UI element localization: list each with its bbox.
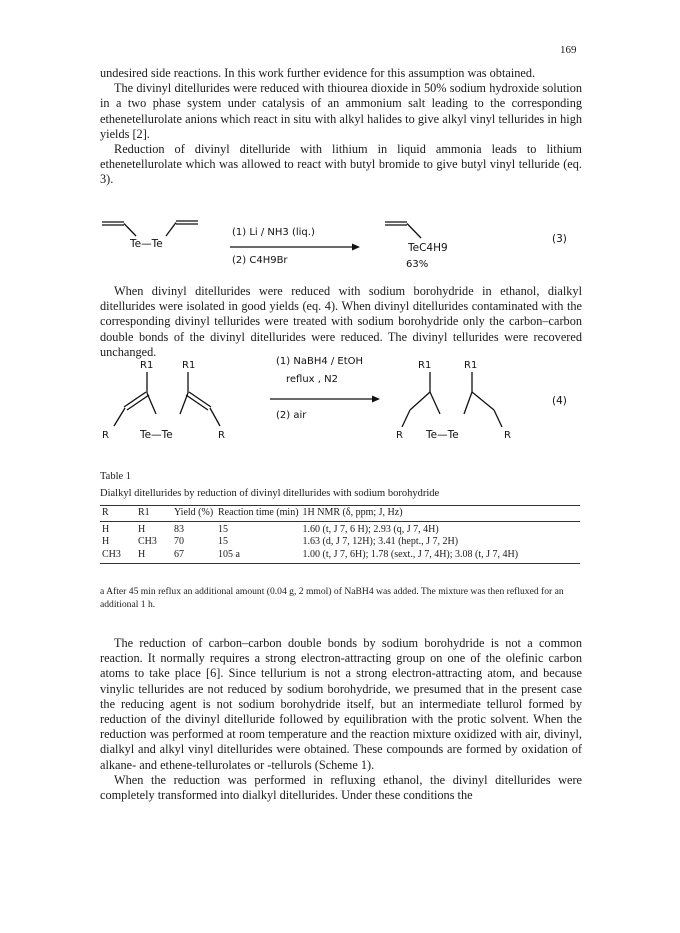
cell: 1.63 (d, J 7, 12H); 3.41 (hept., J 7, 2H) — [302, 536, 459, 547]
cell: H — [102, 536, 110, 547]
product-label: TeC4H9 — [408, 242, 448, 254]
cell: 70 — [174, 536, 184, 547]
data-table — [100, 505, 580, 564]
paragraph: Reduction of divinyl ditelluride with lithium in liquid ammonia leads to lithium ethenetellurolate which was allowed to react with butyl bromide to give butyl vinyl telluride (eq. 3). — [100, 142, 582, 187]
r-label: R — [102, 430, 109, 441]
r1-label: R1 — [418, 360, 432, 371]
table-title: Dialkyl ditellurides by reduction of divinyl ditellurides with sodium borohydride — [100, 488, 440, 499]
cell: 15 — [218, 536, 228, 547]
condition-2: (2) C4H9Br — [232, 255, 288, 266]
condition-1: (1) Li / NH3 (liq.) — [232, 227, 315, 238]
cell: 1.60 (t, J 7, 6 H); 2.93 (q, J 7, 4H) — [302, 523, 439, 535]
cell: 15 — [218, 523, 228, 535]
col-header-r: R — [100, 506, 136, 520]
paragraph: undesired side reactions. In this work further evidence for this assumption was obtained. — [100, 66, 536, 80]
equation-4 — [100, 352, 582, 448]
table-caption — [100, 470, 439, 500]
r-label: R — [396, 430, 403, 441]
equation-number: (3) — [552, 233, 567, 245]
discussion-paragraphs — [100, 636, 582, 803]
r1-label: R1 — [140, 360, 154, 371]
table-footnote: a After 45 min reflux an additional amount (0.04 g, 2 mmol) of NaBH4 was added. The mixture was then refluxed for an additional 1 h. — [100, 586, 564, 610]
tete-label: Te—Te — [426, 429, 459, 441]
r-label: R — [504, 430, 511, 441]
cell: H — [138, 523, 146, 535]
r1-label: R1 — [464, 360, 478, 371]
table-row — [100, 536, 580, 549]
yield-label: 63% — [406, 259, 429, 270]
r-label: R — [218, 430, 225, 441]
cell: H — [136, 549, 172, 564]
paragraph: When the reduction was performed in refluxing ethanol, the divinyl ditellurides were completely transformed into dialkyl ditellurides. Under these conditions the — [100, 772, 582, 803]
condition-1b: reflux , N2 — [286, 374, 338, 385]
r1-label: R1 — [182, 360, 196, 371]
condition-1: (1) NaBH4 / EtOH — [276, 356, 364, 367]
cell: 105 a — [216, 549, 301, 564]
equation-3-drawing — [100, 212, 582, 272]
paragraph: The reduction of carbon–carbon double bonds by sodium borohydride is not a common reaction. It normally requires a strong electron-attracting group on one of the olefinic carbon atoms to take place [6]. Since tellurium is not a strong electron-attracting atom, and because vinylic tellurides are not reduced by sodium borohydride, we presumed that in the present case the reducing agent is not sodium borohydride itself, but an intermediate tellurol formed by reduction of the divinyl ditelluride followed by equilibration with the protic solvent. When the reduction was performed at room temperature and the reaction mixture oxidized with air, divinyl, dialkyl and alkyl vinyl ditellurides were obtained. These compounds are formed by oxidation of alkane- and ethene-tellurolates or -tellurols (Scheme 1). — [100, 636, 582, 772]
col-header-yield: Yield (%) — [172, 506, 216, 520]
table-row — [100, 521, 580, 536]
col-header-nmr: 1H NMR (δ, ppm; J, Hz) — [301, 506, 580, 520]
cell: CH3 — [100, 549, 136, 564]
paragraph: When divinyl ditellurides were reduced with sodium borohydride in ethanol, dialkyl ditellurides were isolated in good yields (eq. 4). When divinyl ditellurides contaminated with the corresponding divinyl tellurides were treated with sodium borohydride only the carbon–carbon double bonds of the divinyl ditellurides were reduced. The divinyl tellurides were recovered unchanged. — [100, 284, 582, 359]
equation-3 — [100, 212, 582, 272]
intro-paragraphs — [100, 66, 582, 188]
cell: 83 — [174, 523, 184, 535]
paragraph-borohydride — [100, 284, 582, 360]
cell: 1.00 (t, J 7, 6H); 1.78 (sext., J 7, 4H); 3.08 (t, J 7, 4H) — [301, 549, 580, 564]
page-number: 169 — [560, 44, 577, 56]
paragraph: The divinyl ditellurides were reduced with thiourea dioxide in 50% sodium hydroxide solution in a two phase system under catalysis of an ammonium salt leading to the corresponding ethenetellurolate anions which react in situ with alkyl halides to give alkyl vinyl tellurides in high yields [2]. — [100, 81, 582, 141]
condition-2: (2) air — [276, 410, 307, 421]
cell: CH3 — [138, 536, 157, 547]
equation-4-drawing — [100, 352, 582, 448]
reactant-label: Te—Te — [130, 238, 163, 250]
cell: H — [102, 523, 110, 535]
tete-label: Te—Te — [140, 429, 173, 441]
col-header-r1: R1 — [136, 506, 172, 520]
table-row — [100, 549, 580, 564]
equation-number: (4) — [552, 395, 567, 407]
col-header-time: Reaction time (min) — [218, 507, 299, 518]
cell: 67 — [172, 549, 216, 564]
table-label: Table 1 — [100, 471, 132, 482]
